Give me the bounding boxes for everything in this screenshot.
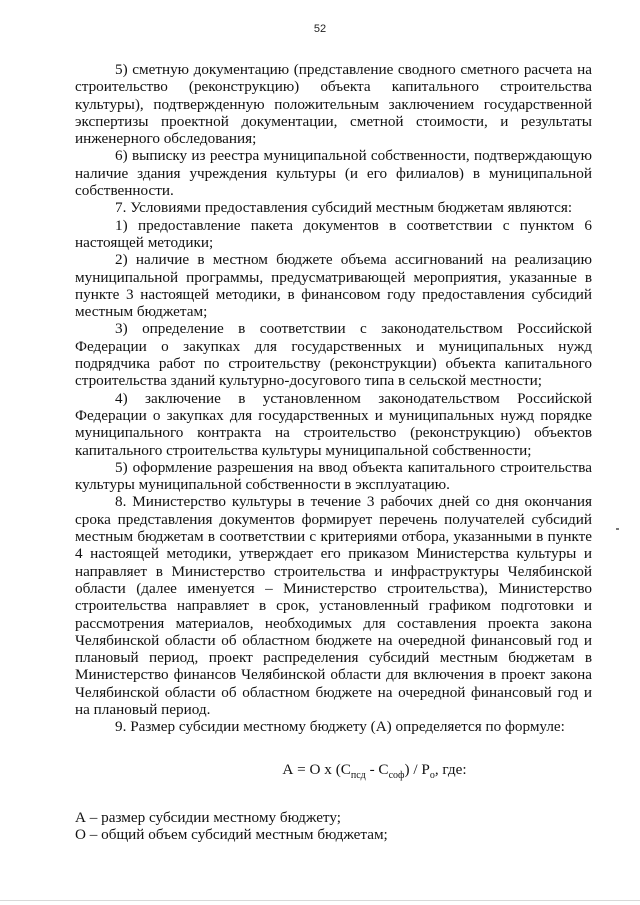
paragraph: 7. Условиями предоставления субсидий местным бюджетам являются: [115,199,573,217]
paragraph: 5) сметную документацию (представление сводного сметного расчета на строительство (реконструкцию) объекта капитального строительства культуры), подтвержденную положительным заключением государственной экспертизы проектной документации, сметной стоимости, и результаты инженерного обследования; [75,61,592,148]
formula-subscript: псд [350,769,366,781]
bottom-rule [0,900,640,901]
document-body [75,61,592,843]
formula-part: ) / Р [404,760,430,778]
scan-mark [616,528,619,530]
definition: А – размер субсидии местному бюджету; [75,808,341,826]
paragraph: 8. Министерство культуры в течение 3 рабочих дней со дня окончания срока представления документов формирует перечень получателей субсидий местным бюджетам в соответствии с критериями отбора, указанными в пункте 4 настоящей методики, утверждает его приказом Министерства культуры и направляет в Министерство строительства и инфраструктуры Челябинской области (далее именуется – Министерство строительства), Министерство строительства направляет в срок, установленный графиком подготовки и рассмотрения материалов, необходимых для составления проекта закона Челябинской области об областном бюджете на очередной финансовый год и плановый период, проект распределения субсидий местным бюджетам в Министерство финансов Челябинской области для включения в проект закона Челябинской области об областном бюджете на очередной финансовый год и на плановый период. [75,493,592,718]
paragraph: 1) предоставление пакета документов в соответствии с пунктом 6 настоящей методики; [75,216,592,251]
definition: О – общий объем субсидий местным бюджетам; [75,826,388,844]
paragraph: 2) наличие в местном бюджете объема ассигнований на реализацию муниципальной программы, предусматривающей мероприятия, указанные в пункте 3 настоящей методики, в финансовом году предоставления субсидий местным бюджетам; [75,251,592,321]
formula-subscript: соф [388,769,405,781]
paragraph: 6) выписку из реестра муниципальной собственности, подтверждающую наличие здания учреждения культуры (и его филиалов) в муниципальной собственности. [75,147,592,200]
page-number: 52 [313,23,327,35]
paragraph: 3) определение в соответствии с законодательством Российской Федерации о закупках для государственных и муниципальных нужд подрядчика работ по строительству (реконструкции) объекта капитального строительства зданий культурно-досугового типа в сельской местности; [75,320,592,390]
formula-part: , где: [434,760,467,778]
formula-part: - С [365,760,389,778]
paragraph: 9. Размер субсидии местному бюджету (А) определяется по формуле: [115,718,565,736]
formula-subscript: о [429,769,435,781]
formula [75,760,592,781]
paragraph: 5) оформление разрешения на ввод объекта капитального строительства культуры муниципальной собственности в эксплуатацию. [75,458,592,494]
formula-part: А = О х (С [282,760,351,778]
paragraph: 4) заключение в установленном законодательством Российской Федерации о закупках для государственных и муниципальных нужд порядке муниципального контракта на строительство (реконструкцию) объектов капитального строительства культуры муниципальной собственности; [75,389,592,459]
